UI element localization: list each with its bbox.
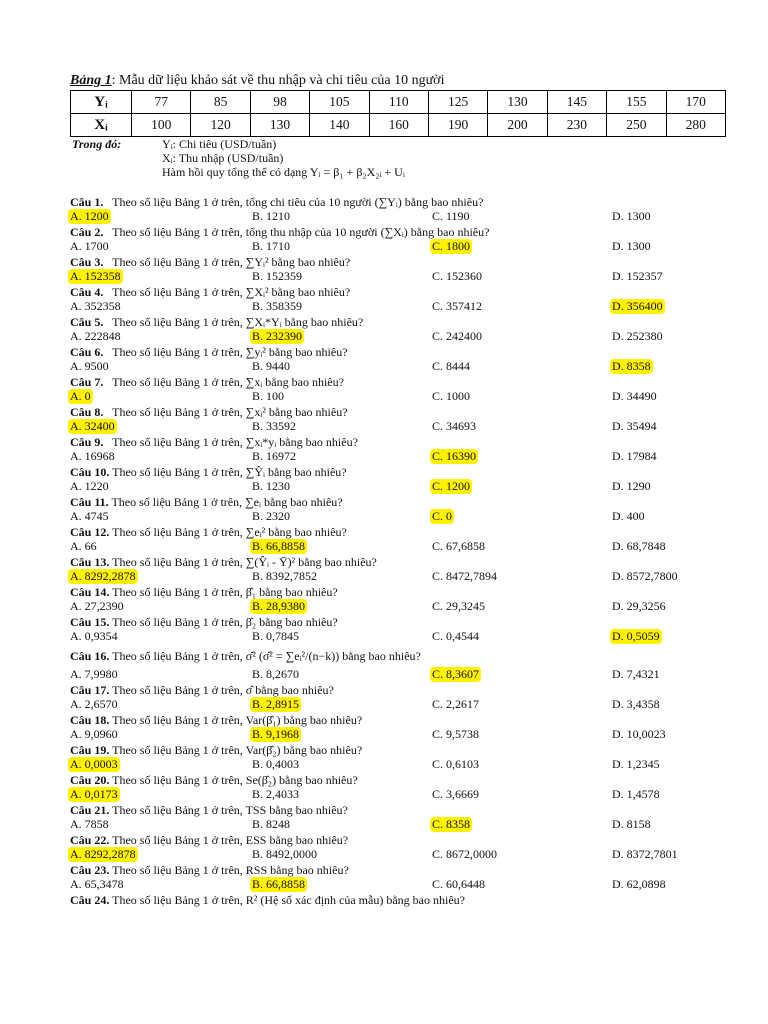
answer-option: D. 29,3256 — [612, 599, 666, 613]
answer-option-highlighted: A. 32400 — [70, 419, 115, 433]
question-prompt: Theo số liệu Bảng 1 ở trên, Se(β̂₂) bằng bao nhiêu? — [109, 773, 358, 787]
table-cell: 120 — [191, 114, 250, 137]
table-cell: 200 — [488, 114, 547, 137]
question-number: Câu 14. — [70, 585, 110, 599]
question-number: Câu 16. — [70, 649, 110, 663]
answer-options — [70, 239, 730, 254]
question-prompt: Theo số liệu Bảng 1 ở trên, tổng chi tiêu của 10 người (∑Yᵢ) bằng bao nhiêu? — [103, 195, 484, 209]
answer-option: B. 33592 — [252, 419, 297, 433]
answer-options — [70, 359, 730, 374]
answer-option: A. 1700 — [70, 239, 109, 253]
question-item — [70, 713, 730, 742]
answer-option: C. 357412 — [432, 299, 483, 313]
answer-option: C. 0,4544 — [432, 629, 480, 643]
answer-option: C. 3,6669 — [432, 787, 480, 801]
question-text — [70, 833, 730, 847]
answer-option: B. 1710 — [252, 239, 291, 253]
table-cell: 105 — [310, 91, 369, 114]
answer-option: B. 100 — [252, 389, 285, 403]
table-row-x — [71, 114, 726, 137]
question-number: Câu 11. — [70, 495, 109, 509]
answer-option-highlighted: D. 8358 — [612, 359, 651, 373]
answer-option: B. 8,2670 — [252, 667, 300, 681]
answer-option-highlighted: D. 0,5059 — [612, 629, 660, 643]
answer-option: D. 252380 — [612, 329, 663, 343]
question-prompt: Theo số liệu Bảng 1 ở trên, σ̂ bằng bao nhiêu? — [109, 683, 334, 697]
question-item — [70, 863, 730, 892]
answer-option: B. 0,4003 — [252, 757, 300, 771]
question-item — [70, 525, 730, 554]
question-item — [70, 585, 730, 614]
answer-options — [70, 877, 730, 892]
answer-option: B. 1230 — [252, 479, 291, 493]
table-cell: 140 — [310, 114, 369, 137]
answer-option: C. 8472,7894 — [432, 569, 498, 583]
question-prompt: Theo số liệu Bảng 1 ở trên, RSS bằng bao nhiêu? — [109, 863, 349, 877]
question-number: Câu 15. — [70, 615, 110, 629]
answer-option-highlighted: B. 66,8858 — [252, 877, 306, 891]
answer-options — [70, 269, 730, 284]
question-prompt: Theo số liệu Bảng 1 ở trên, R² (Hệ số xác định của mẫu) bằng bao nhiêu? — [109, 893, 465, 907]
question-text — [70, 585, 730, 599]
table-cell: 145 — [547, 91, 606, 114]
question-item — [70, 833, 730, 862]
question-text — [70, 803, 730, 817]
question-text — [70, 615, 730, 629]
answer-option: B. 16972 — [252, 449, 297, 463]
answer-option-highlighted: A. 0 — [70, 389, 91, 403]
notes-line-x: Xᵢ: Thu nhập (USD/tuần) — [162, 151, 284, 165]
question-prompt: Theo số liệu Bảng 1 ở trên, ∑(Ŷᵢ - Ȳ)² bằng bao nhiêu? — [109, 555, 377, 569]
answer-option: D. 8372,7801 — [612, 847, 678, 861]
question-prompt: Theo số liệu Bảng 1 ở trên, ∑eᵢ² bằng bao nhiêu? — [109, 525, 347, 539]
question-item — [70, 435, 730, 464]
answer-option: A. 2,6570 — [70, 697, 118, 711]
answer-option: C. 1190 — [432, 209, 470, 223]
table-cell: 230 — [547, 114, 606, 137]
answer-option: C. 242400 — [432, 329, 483, 343]
answer-options — [70, 599, 730, 614]
question-prompt: Theo số liệu Bảng 1 ở trên, β̂₁ bằng bao nhiêu? — [109, 585, 338, 599]
answer-option-highlighted: C. 8,3607 — [432, 667, 480, 681]
question-text — [70, 435, 730, 449]
answer-options — [70, 299, 730, 314]
answer-option-highlighted: A. 152358 — [70, 269, 121, 283]
answer-option: D. 17984 — [612, 449, 657, 463]
answer-option: B. 2,4033 — [252, 787, 300, 801]
question-item — [70, 683, 730, 712]
question-text — [70, 405, 730, 419]
question-item — [70, 345, 730, 374]
question-text — [70, 773, 730, 787]
table-cell: 77 — [132, 91, 191, 114]
question-prompt: Theo số liệu Bảng 1 ở trên, σ̂² (σ̂² = ∑eᵢ²/(n−k)) bằng bao nhiêu? — [109, 649, 421, 663]
table-notes — [70, 137, 730, 191]
table-cell: 125 — [428, 91, 487, 114]
answer-option: D. 3,4358 — [612, 697, 660, 711]
answer-options — [70, 419, 730, 434]
table-cell: 85 — [191, 91, 250, 114]
question-prompt: Theo số liệu Bảng 1 ở trên, β̂₂ bằng bao nhiêu? — [109, 615, 338, 629]
answer-options — [70, 569, 730, 584]
answer-option: A. 222848 — [70, 329, 121, 343]
question-number: Câu 24. — [70, 893, 110, 907]
answer-option: C. 0,6103 — [432, 757, 480, 771]
answer-option: A. 1220 — [70, 479, 109, 493]
question-prompt: Theo số liệu Bảng 1 ở trên, TSS bằng bao nhiêu? — [109, 803, 348, 817]
answer-option: A. 66 — [70, 539, 97, 553]
question-item — [70, 773, 730, 802]
question-number: Câu 20. — [70, 773, 110, 787]
answer-option: D. 1,4578 — [612, 787, 660, 801]
answer-option-highlighted: A. 1200 — [70, 209, 109, 223]
answer-option: B. 0,7845 — [252, 629, 300, 643]
table-row-y — [71, 91, 726, 114]
answer-option: C. 9,5738 — [432, 727, 480, 741]
table-cell: 98 — [250, 91, 309, 114]
answer-option: A. 16968 — [70, 449, 115, 463]
question-item — [70, 555, 730, 584]
answer-option: A. 9500 — [70, 359, 109, 373]
row-header-x: Xᵢ — [71, 114, 132, 137]
question-prompt: Theo số liệu Bảng 1 ở trên, ∑xᵢ*yᵢ bằng bao nhiêu? — [103, 435, 358, 449]
question-number: Câu 8. — [70, 405, 104, 419]
question-number: Câu 13. — [70, 555, 110, 569]
answer-option: B. 9440 — [252, 359, 291, 373]
table-cell: 190 — [428, 114, 487, 137]
answer-option: D. 62,0898 — [612, 877, 666, 891]
question-text — [70, 555, 730, 569]
question-prompt: Theo số liệu Bảng 1 ở trên, ∑Xᵢ² bằng bao nhiêu? — [103, 285, 351, 299]
answer-option: A. 7,9980 — [70, 667, 118, 681]
question-item — [70, 495, 730, 524]
question-prompt: Theo số liệu Bảng 1 ở trên, ESS bằng bao nhiêu? — [109, 833, 349, 847]
table-cell: 130 — [488, 91, 547, 114]
answer-options — [70, 539, 730, 554]
question-text — [70, 315, 730, 329]
answer-option: D. 35494 — [612, 419, 657, 433]
question-number: Câu 22. — [70, 833, 110, 847]
answer-options — [70, 667, 730, 682]
answer-options — [70, 479, 730, 494]
question-prompt: Theo số liệu Bảng 1 ở trên, ∑xᵢ bằng bao nhiêu? — [103, 375, 344, 389]
question-number: Câu 17. — [70, 683, 110, 697]
data-table — [70, 90, 726, 137]
question-number: Câu 19. — [70, 743, 110, 757]
answer-option-highlighted: C. 16390 — [432, 449, 477, 463]
answer-option: D. 34490 — [612, 389, 657, 403]
caption-label: Bảng 1 — [70, 73, 112, 88]
row-header-y: Yᵢ — [71, 91, 132, 114]
answer-option-highlighted: B. 9,1968 — [252, 727, 300, 741]
answer-option: A. 7858 — [70, 817, 109, 831]
question-prompt: Theo số liệu Bảng 1 ở trên, ∑eᵢ bằng bao nhiêu? — [108, 495, 343, 509]
question-number: Câu 5. — [70, 315, 104, 329]
table-cell: 130 — [250, 114, 309, 137]
answer-option: C. 60,6448 — [432, 877, 486, 891]
answer-option: D. 7,4321 — [612, 667, 660, 681]
question-text — [70, 465, 730, 479]
question-number: Câu 18. — [70, 713, 110, 727]
answer-option-highlighted: A. 0,0173 — [70, 787, 118, 801]
table-cell: 160 — [369, 114, 428, 137]
question-prompt: Theo số liệu Bảng 1 ở trên, ∑Ŷᵢ bằng bao nhiêu? — [109, 465, 347, 479]
answer-option: D. 68,7848 — [612, 539, 666, 553]
answer-option-highlighted: B. 232390 — [252, 329, 303, 343]
question-text — [70, 255, 730, 269]
answer-option: A. 4745 — [70, 509, 109, 523]
question-number: Câu 2. — [70, 225, 104, 239]
answer-option: D. 8572,7800 — [612, 569, 678, 583]
question-item — [70, 465, 730, 494]
question-text — [70, 893, 730, 907]
table-cell: 250 — [607, 114, 666, 137]
question-text — [70, 863, 730, 877]
answer-option-highlighted: B. 2,8915 — [252, 697, 300, 711]
answer-option: C. 1000 — [432, 389, 471, 403]
question-text — [70, 285, 730, 299]
answer-options — [70, 787, 730, 802]
answer-option-highlighted: A. 8292,2878 — [70, 847, 136, 861]
answer-options — [70, 449, 730, 464]
question-item — [70, 255, 730, 284]
answer-option: C. 152360 — [432, 269, 483, 283]
question-item — [70, 615, 730, 644]
answer-option-highlighted: C. 0 — [432, 509, 453, 523]
answer-option-highlighted: D. 356400 — [612, 299, 663, 313]
question-prompt: Theo số liệu Bảng 1 ở trên, ∑Yᵢ² bằng bao nhiêu? — [103, 255, 351, 269]
question-prompt: Theo số liệu Bảng 1 ở trên, ∑yᵢ² bằng bao nhiêu? — [103, 345, 348, 359]
answer-option: C. 29,3245 — [432, 599, 486, 613]
table-cell: 280 — [666, 114, 725, 137]
table-caption — [70, 72, 730, 89]
answer-options — [70, 727, 730, 742]
answer-option: D. 1290 — [612, 479, 651, 493]
answer-option: C. 67,6858 — [432, 539, 486, 553]
question-text — [70, 195, 730, 209]
answer-option: A. 352358 — [70, 299, 121, 313]
answer-option-highlighted: C. 1200 — [432, 479, 471, 493]
table-cell: 110 — [369, 91, 428, 114]
question-number: Câu 9. — [70, 435, 104, 449]
answer-options — [70, 847, 730, 862]
question-item — [70, 195, 730, 224]
question-text — [70, 345, 730, 359]
answer-options — [70, 697, 730, 712]
table-cell: 170 — [666, 91, 725, 114]
question-item — [70, 375, 730, 404]
answer-option: D. 1300 — [612, 239, 651, 253]
answer-options — [70, 817, 730, 832]
answer-option-highlighted: C. 8358 — [432, 817, 471, 831]
question-number: Câu 12. — [70, 525, 110, 539]
answer-option: A. 27,2390 — [70, 599, 124, 613]
question-text — [70, 743, 730, 757]
question-prompt: Theo số liệu Bảng 1 ở trên, tổng thu nhập của 10 người (∑Xᵢ) bằng bao nhiêu? — [103, 225, 490, 239]
question-item — [70, 315, 730, 344]
caption-text: : Mẫu dữ liệu khảo sát về thu nhập và chi tiêu của 10 người — [111, 73, 445, 88]
answer-option: A. 9,0960 — [70, 727, 118, 741]
question-number: Câu 10. — [70, 465, 110, 479]
question-prompt: Theo số liệu Bảng 1 ở trên, ∑Xᵢ*Yᵢ bằng bao nhiêu? — [103, 315, 364, 329]
answer-option-highlighted: B. 66,8858 — [252, 539, 306, 553]
answer-option: B. 152359 — [252, 269, 303, 283]
question-number: Câu 1. — [70, 195, 104, 209]
answer-option: B. 8248 — [252, 817, 291, 831]
question-item — [70, 285, 730, 314]
question-number: Câu 3. — [70, 255, 104, 269]
answer-option-highlighted: A. 0,0003 — [70, 757, 118, 771]
question-text — [70, 645, 730, 667]
question-item — [70, 225, 730, 254]
answer-option: A. 0,9354 — [70, 629, 118, 643]
question-text — [70, 495, 730, 509]
answer-options — [70, 329, 730, 344]
question-number: Câu 23. — [70, 863, 110, 877]
notes-label: Trong đó: — [72, 137, 122, 151]
answer-option: C. 8672,0000 — [432, 847, 498, 861]
table-cell: 100 — [132, 114, 191, 137]
answer-options — [70, 509, 730, 524]
answer-option: D. 1,2345 — [612, 757, 660, 771]
document-page — [70, 72, 730, 908]
notes-line-y: Yᵢ: Chi tiêu (USD/tuần) — [162, 137, 277, 151]
question-prompt: Theo số liệu Bảng 1 ở trên, Var(β̂₁) bằng bao nhiêu? — [109, 713, 363, 727]
answer-option: C. 8444 — [432, 359, 471, 373]
question-number: Câu 6. — [70, 345, 104, 359]
question-prompt: Theo số liệu Bảng 1 ở trên, ∑xᵢ² bằng bao nhiêu? — [103, 405, 348, 419]
question-prompt: Theo số liệu Bảng 1 ở trên, Var(β̂₂) bằng bao nhiêu? — [109, 743, 363, 757]
answer-option: B. 8392,7852 — [252, 569, 318, 583]
answer-option: A. 65,3478 — [70, 877, 124, 891]
answer-option: D. 8158 — [612, 817, 651, 831]
answer-option: C. 34693 — [432, 419, 477, 433]
question-item — [70, 893, 730, 907]
question-number: Câu 4. — [70, 285, 104, 299]
answer-option-highlighted: C. 1800 — [432, 239, 471, 253]
question-text — [70, 713, 730, 727]
question-list — [70, 195, 730, 907]
answer-option: B. 2320 — [252, 509, 291, 523]
answer-options — [70, 389, 730, 404]
answer-option: D. 152357 — [612, 269, 663, 283]
question-text — [70, 225, 730, 239]
notes-line-model: Hàm hồi quy tổng thể có dạng Yᵢ = β₁ + β₂X₂ᵢ + Uᵢ — [162, 165, 405, 179]
answer-option: C. 2,2617 — [432, 697, 480, 711]
answer-option: D. 400 — [612, 509, 645, 523]
question-text — [70, 375, 730, 389]
answer-option-highlighted: B. 28,9380 — [252, 599, 306, 613]
question-number: Câu 7. — [70, 375, 104, 389]
answer-option-highlighted: A. 8292,2878 — [70, 569, 136, 583]
answer-options — [70, 629, 730, 644]
answer-option: B. 358359 — [252, 299, 303, 313]
question-item — [70, 405, 730, 434]
answer-option: D. 1300 — [612, 209, 651, 223]
question-text — [70, 683, 730, 697]
answer-option: B. 1210 — [252, 209, 291, 223]
answer-options — [70, 209, 730, 224]
answer-option: B. 8492,0000 — [252, 847, 318, 861]
question-item — [70, 645, 730, 682]
table-cell: 155 — [607, 91, 666, 114]
answer-option: D. 10,0023 — [612, 727, 666, 741]
answer-options — [70, 757, 730, 772]
question-text — [70, 525, 730, 539]
question-number: Câu 21. — [70, 803, 110, 817]
question-item — [70, 743, 730, 772]
question-item — [70, 803, 730, 832]
